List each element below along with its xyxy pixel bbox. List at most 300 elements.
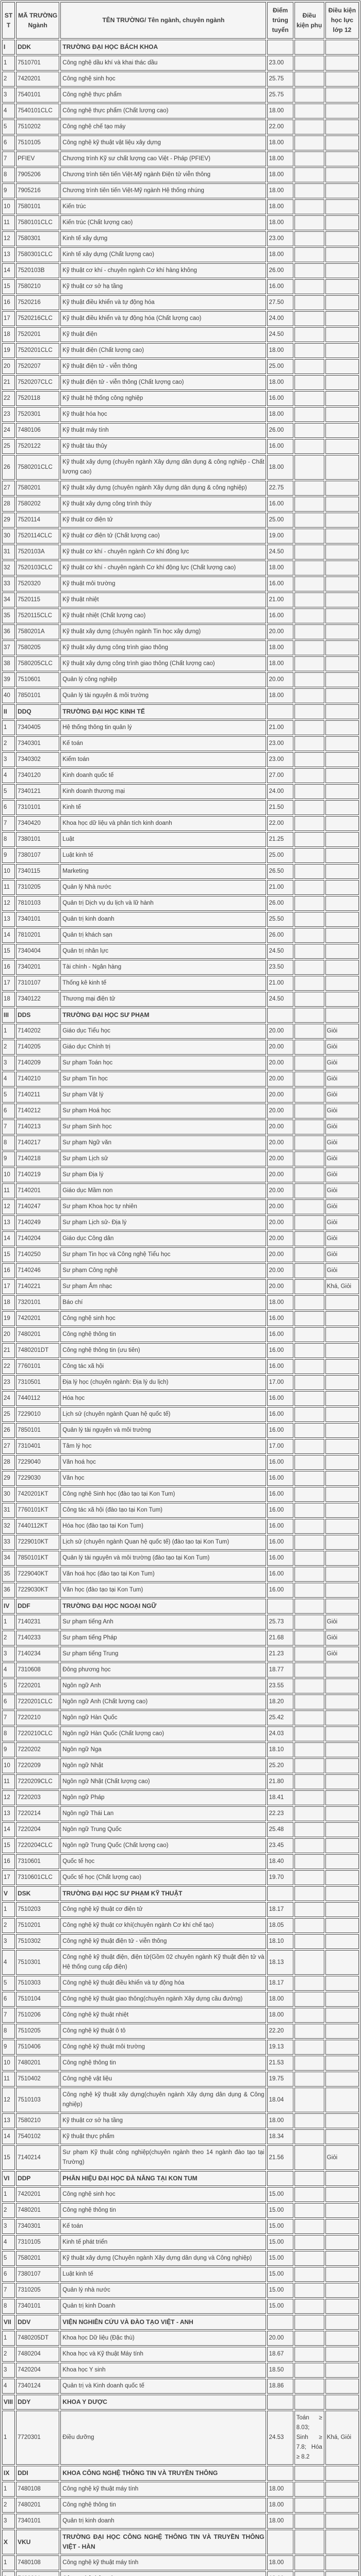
row-major-code: 7520201CLC (16, 343, 59, 358)
row-major-name: Công nghệ sinh học (60, 2187, 266, 2202)
row-major-name: Quản trị kinh doanh (60, 2514, 266, 2529)
row-score: 16.00 (267, 391, 293, 406)
row-major-name: Kinh doanh thương mại (60, 784, 266, 799)
row-major-code (16, 2571, 59, 2576)
row-extra-condition (294, 2363, 324, 2378)
row-major-name: Giáo dục Mầm non (60, 1183, 266, 1198)
row-stt: 2 (2, 1040, 15, 1055)
table-row (2, 343, 359, 358)
row-score: 25.75 (267, 88, 293, 103)
row-major-code: 7310205 (16, 880, 59, 895)
row-extra-condition (294, 1631, 324, 1646)
row-extra-condition (294, 151, 324, 166)
row-score: 18.00 (267, 2555, 293, 2570)
row-major-name: Kỹ thuật thực phẩm (60, 2129, 266, 2144)
table-row (2, 56, 359, 71)
row-score: 25.20 (267, 1758, 293, 1773)
row-stt: 9 (2, 183, 15, 198)
row-score: 15.00 (267, 2219, 293, 2234)
row-major-name: Kinh tế xây dựng (60, 231, 266, 246)
row-stt: 18 (2, 1295, 15, 1310)
row-gpa-condition: Giỏi (325, 1151, 359, 1166)
row-major-name: Kinh tế phát triển (60, 2235, 266, 2250)
table-row (2, 72, 359, 87)
row-stt: 3 (2, 1647, 15, 1662)
row-major-code: 7340121 (16, 784, 59, 799)
row-gpa-condition (325, 1774, 359, 1789)
row-major-name: Kỹ thuật tàu thủy (60, 439, 266, 454)
row-major-code: 7510302 (16, 1934, 59, 1949)
row-stt: 12 (2, 1199, 15, 1214)
table-row (2, 896, 359, 911)
row-score: 19.75 (267, 2072, 293, 2087)
row-extra-condition (294, 455, 324, 480)
row-major-code: 7220210 (16, 1710, 59, 1725)
section-extra-condition (294, 1886, 324, 1901)
section-gpa-condition (325, 2395, 359, 2410)
row-extra-condition (294, 215, 324, 230)
col-header-code: MÃ TRƯỜNG Ngành (16, 2, 59, 39)
row-major-name: Kinh tế xây dựng (Chất lượng cao) (60, 247, 266, 262)
row-gpa-condition (325, 1551, 359, 1566)
row-major-code: 7229030KT (16, 1583, 59, 1598)
row-score: 16.00 (267, 608, 293, 623)
row-extra-condition (294, 976, 324, 991)
section-gpa-condition (325, 704, 359, 719)
row-gpa-condition (325, 439, 359, 454)
row-major-name: Kỹ thuật nhiệt (Chất lượng cao) (60, 608, 266, 623)
row-stt: 5 (2, 120, 15, 134)
row-stt: 1 (2, 1902, 15, 1917)
table-row (2, 1120, 359, 1134)
table-row (2, 455, 359, 480)
table-row (2, 1024, 359, 1039)
row-score: 18.00 (267, 151, 293, 166)
row-stt: 2 (2, 736, 15, 751)
row-stt: 1 (2, 2482, 15, 2497)
row-gpa-condition (325, 72, 359, 87)
row-extra-condition (294, 656, 324, 671)
table-body (2, 40, 359, 2576)
row-extra-condition (294, 1120, 324, 1134)
row-gpa-condition (325, 608, 359, 623)
row-stt: 2 (2, 2347, 15, 2362)
row-extra-condition (294, 1551, 324, 1566)
table-row (2, 199, 359, 214)
table-row (2, 279, 359, 294)
row-major-code: 7520216CLC (16, 311, 59, 326)
row-extra-condition (294, 327, 324, 342)
row-major-code: 7140210 (16, 1072, 59, 1087)
row-major-name: Công nghệ thực phẩm (60, 88, 266, 103)
row-stt: 4 (2, 1072, 15, 1087)
table-row (2, 1487, 359, 1502)
row-gpa-condition (325, 2088, 359, 2112)
row-stt: 27 (2, 481, 15, 496)
row-extra-condition (294, 2072, 324, 2087)
col-header-gpa-condition: Điều kiện học lực lớp 12 (325, 2, 359, 39)
row-major-name: Ngôn ngữ Anh (60, 1679, 266, 1693)
row-stt: 35 (2, 1567, 15, 1582)
table-row (2, 545, 359, 560)
row-major-name: Ngôn ngữ Nhật (60, 1758, 266, 1773)
row-stt: 15 (2, 2145, 15, 2170)
table-row (2, 497, 359, 512)
row-major-code: 7760101KT (16, 1503, 59, 1518)
row-score: 21.00 (267, 720, 293, 735)
row-extra-condition (294, 1167, 324, 1182)
row-major-code: 7140231 (16, 1615, 59, 1630)
row-score: 25.50 (267, 912, 293, 927)
row-score: 24.50 (267, 545, 293, 560)
section-name: TRƯỜNG ĐẠI HỌC SƯ PHẠM KỸ THUẬT (60, 1886, 266, 1901)
row-gpa-condition: Giỏi (325, 1263, 359, 1278)
row-major-code: 7520115 (16, 592, 59, 607)
row-score: 18.00 (267, 2482, 293, 2497)
row-extra-condition (294, 391, 324, 406)
row-major-name: Kỹ thuật điều khiển và tự động hóa (Chất lượng cao) (60, 311, 266, 326)
row-major-name: Kỹ thuật xây dựng (chuyên ngành Tin học xây dựng) (60, 624, 266, 639)
row-extra-condition (294, 2299, 324, 2314)
row-major-name: Hệ thống thông tin quản lý (60, 720, 266, 735)
section-code: DDS (16, 1008, 59, 1023)
row-score: 20.00 (267, 2331, 293, 2346)
table-row (2, 1567, 359, 1582)
row-extra-condition (294, 2008, 324, 2023)
table-row (2, 624, 359, 639)
row-gpa-condition (325, 199, 359, 214)
row-major-code: 7480108 (16, 2482, 59, 2497)
row-score: 25.00 (267, 848, 293, 863)
section-code: DDK (16, 40, 59, 55)
row-major-code: 7520114 (16, 513, 59, 528)
row-extra-condition (294, 1583, 324, 1598)
row-gpa-condition (325, 1519, 359, 1534)
row-score: 25.48 (267, 1822, 293, 1837)
row-stt: 22 (2, 1359, 15, 1374)
row-major-code: 7520103CLC (16, 561, 59, 575)
row-extra-condition (294, 848, 324, 863)
row-major-name: Tâm lý học (60, 1439, 266, 1454)
row-extra-condition (294, 592, 324, 607)
row-extra-condition (294, 1870, 324, 1885)
row-major-code: 7520103A (16, 545, 59, 560)
row-score: 18.00 (267, 2514, 293, 2529)
table-row (2, 1072, 359, 1087)
row-score: 18.41 (267, 1790, 293, 1805)
row-stt: 4 (2, 768, 15, 783)
table-row (2, 1391, 359, 1406)
table-row (2, 1694, 359, 1709)
row-major-name: Sư phạm Sinh học (60, 1120, 266, 1134)
section-number: VII (2, 2315, 15, 2330)
row-major-name: Công nghệ sinh học (60, 1311, 266, 1326)
row-gpa-condition (325, 1694, 359, 1709)
row-stt: 15 (2, 279, 15, 294)
table-row (2, 2235, 359, 2250)
row-major-code: 7340201 (16, 960, 59, 975)
section-number: III (2, 1008, 15, 1023)
row-gpa-condition (325, 720, 359, 735)
row-score: 18.13 (267, 1950, 293, 1975)
row-score: 16.00 (267, 1343, 293, 1358)
row-gpa-condition (325, 2235, 359, 2250)
row-stt: 25 (2, 1407, 15, 1422)
row-stt: 1 (2, 720, 15, 735)
row-gpa-condition (325, 247, 359, 262)
row-major-code: 7520118 (16, 391, 59, 406)
row-score: 20.00 (267, 1024, 293, 1039)
row-major-name: Ngôn ngữ Trung Quốc (Chất lượng cao) (60, 1838, 266, 1853)
row-stt: 31 (2, 1503, 15, 1518)
row-gpa-condition (325, 992, 359, 1007)
row-stt: 5 (2, 1088, 15, 1103)
table-row (2, 2498, 359, 2513)
row-major-code: 7510202 (16, 120, 59, 134)
section-name: TRƯỜNG ĐẠI HỌC NGOẠI NGỮ (60, 1599, 266, 1614)
table-row (2, 1583, 359, 1598)
row-stt: 31 (2, 545, 15, 560)
row-major-name: Công nghệ Sinh học (đào tạo tại Kon Tum) (60, 1487, 266, 1502)
table-row (2, 912, 359, 927)
row-major-code: 7340405 (16, 720, 59, 735)
table-row (2, 1679, 359, 1693)
row-score: 16.00 (267, 1567, 293, 1582)
table-row (2, 1040, 359, 1055)
row-major-name: Kinh tế (60, 800, 266, 815)
row-major-code: 7540102 (16, 2129, 59, 2144)
row-major-code: 7140211 (16, 1088, 59, 1103)
row-extra-condition (294, 545, 324, 560)
row-gpa-condition (325, 1487, 359, 1502)
row-stt: 5 (2, 784, 15, 799)
row-major-code: 7760101 (16, 1359, 59, 1374)
row-score: 16.00 (267, 1471, 293, 1486)
section-score (267, 704, 293, 719)
section-gpa-condition (325, 2315, 359, 2330)
row-major-code: 7310608 (16, 1663, 59, 1677)
row-major-name: Công tác xã hội (đào tạo tại Kon Tum) (60, 1503, 266, 1518)
row-extra-condition (294, 1088, 324, 1103)
row-major-code: 7580201 (16, 481, 59, 496)
section-score (267, 2530, 293, 2554)
section-extra-condition (294, 1008, 324, 1023)
row-major-code: 7310601 (16, 1854, 59, 1869)
row-extra-condition (294, 481, 324, 496)
row-stt: 4 (2, 104, 15, 118)
row-major-name: Kỹ thuật xây dựng (Chuyên ngành Xây dựng dân dụng và Công nghiệp) (60, 2251, 266, 2266)
row-major-name: Giáo dục Công dân (60, 1231, 266, 1246)
row-major-name: Công tác xã hội (60, 1359, 266, 1374)
row-stt: 24 (2, 423, 15, 438)
row-gpa-condition (325, 56, 359, 71)
row-major-name: Sư phạm Âm nhạc (60, 1279, 266, 1294)
row-score: 20.00 (267, 1199, 293, 1214)
row-major-name: Khoa học và Kỹ thuật Máy tính (60, 2347, 266, 2362)
row-extra-condition (294, 1215, 324, 1230)
row-major-name: Kỹ thuật xây dựng công trình giao thông (Chất lượng cao) (60, 656, 266, 671)
row-score: 21.80 (267, 1774, 293, 1789)
table-row (2, 439, 359, 454)
row-score: 23.50 (267, 960, 293, 975)
table-row (2, 1455, 359, 1470)
row-major-code: 7310601CLC (16, 1870, 59, 1885)
row-score: 15.00 (267, 2235, 293, 2250)
section-score (267, 1008, 293, 1023)
row-score: 18.86 (267, 2379, 293, 2394)
table-row (2, 848, 359, 863)
row-extra-condition (294, 736, 324, 751)
row-major-code: 7580205 (16, 640, 59, 655)
row-score: 16.00 (267, 577, 293, 591)
row-extra-condition (294, 375, 324, 390)
row-stt: 14 (2, 928, 15, 943)
row-score: 22.00 (267, 816, 293, 831)
row-extra-condition (294, 2235, 324, 2250)
row-gpa-condition (325, 912, 359, 927)
row-gpa-condition (325, 183, 359, 198)
table-row (2, 135, 359, 150)
row-score: 15.00 (267, 2187, 293, 2202)
row-stt: 39 (2, 672, 15, 687)
row-major-code: 7510406 (16, 2040, 59, 2055)
row-score: 18.00 (267, 167, 293, 182)
row-major-code: 7540101CLC (16, 104, 59, 118)
row-score: 16.00 (267, 1311, 293, 1326)
row-gpa-condition (325, 311, 359, 326)
row-stt: 9 (2, 1742, 15, 1757)
table-row (2, 1279, 359, 1294)
section-extra-condition (294, 704, 324, 719)
section-header-row (2, 2395, 359, 2410)
row-score: 18.00 (267, 135, 293, 150)
row-major-code: 7580101CLC (16, 215, 59, 230)
row-extra-condition (294, 247, 324, 262)
row-major-code: 7905206 (16, 167, 59, 182)
row-major-code: 7580301 (16, 231, 59, 246)
section-name: PHÂN HIỆU ĐẠI HỌC ĐÀ NẴNG TẠI KON TUM (60, 2171, 266, 2186)
row-extra-condition (294, 1471, 324, 1486)
row-score: 18.00 (267, 407, 293, 422)
row-major-name: Công nghệ kỹ thuật máy tính (60, 2482, 266, 2497)
row-major-name: Sư phạm tiếng Anh (60, 1615, 266, 1630)
section-name: TRƯỜNG ĐẠI HỌC SƯ PHẠM (60, 1008, 266, 1023)
row-stt: 2 (2, 2498, 15, 2513)
row-extra-condition (294, 2219, 324, 2234)
row-score: 23.00 (267, 736, 293, 751)
row-extra-condition: Toán ≥ 8.03; Sinh ≥ 7.8; Hóa ≥ 8.2 (294, 2411, 324, 2465)
row-major-code: 7140204 (16, 1231, 59, 1246)
row-stt: 3 (2, 1056, 15, 1071)
row-score: 18.17 (267, 1976, 293, 1991)
row-stt: 14 (2, 1231, 15, 1246)
section-header-row (2, 1599, 359, 1614)
table-row (2, 2219, 359, 2234)
row-stt: 16 (2, 960, 15, 975)
row-major-name: Chương trình tiên tiến Việt-Mỹ ngành Hệ thống nhúng (60, 183, 266, 198)
row-gpa-condition (325, 2347, 359, 2362)
row-stt: 12 (2, 1790, 15, 1805)
row-gpa-condition (325, 1976, 359, 1991)
row-extra-condition (294, 1024, 324, 1039)
row-stt: 15 (2, 1838, 15, 1853)
row-extra-condition (294, 1822, 324, 1837)
row-major-name: Công nghệ vật liệu (60, 2072, 266, 2087)
row-major-name: Kỹ thuật xây dựng công trình giao thông (60, 640, 266, 655)
table-row (2, 928, 359, 943)
row-major-code: 7140202 (16, 1024, 59, 1039)
row-gpa-condition (325, 1854, 359, 1869)
table-row (2, 800, 359, 815)
row-major-code: 7310107 (16, 976, 59, 991)
row-extra-condition (294, 2514, 324, 2529)
row-stt: 25 (2, 439, 15, 454)
table-row (2, 1551, 359, 1566)
row-gpa-condition (325, 577, 359, 591)
section-score (267, 2315, 293, 2330)
row-major-name: Kỹ thuật hóa học (60, 407, 266, 422)
row-gpa-condition (325, 2187, 359, 2202)
row-stt: 18 (2, 327, 15, 342)
table-row (2, 1104, 359, 1118)
row-gpa-condition (325, 752, 359, 767)
table-row (2, 1950, 359, 1975)
table-row (2, 1838, 359, 1853)
row-extra-condition (294, 1663, 324, 1677)
row-stt: 5 (2, 1679, 15, 1693)
row-stt: 3 (2, 752, 15, 767)
row-gpa-condition (325, 1439, 359, 1454)
row-major-name: Kiến trúc (Chất lượng cao) (60, 215, 266, 230)
section-score (267, 1599, 293, 1614)
row-major-name: Công nghệ dầu khí và khai thác dầu (60, 56, 266, 71)
row-major-name: Sư phạm Lịch sử (60, 1151, 266, 1166)
row-stt: 1 (2, 2411, 15, 2465)
row-stt: 6 (2, 1992, 15, 2007)
section-code: VKU (16, 2530, 59, 2554)
row-major-code: 7320101 (16, 1295, 59, 1310)
row-gpa-condition (325, 880, 359, 895)
row-gpa-condition (325, 784, 359, 799)
row-gpa-condition (325, 2008, 359, 2023)
row-stt: 7 (2, 816, 15, 831)
row-major-code: 7140212 (16, 1104, 59, 1118)
row-gpa-condition (325, 529, 359, 544)
row-extra-condition (294, 752, 324, 767)
row-stt: 14 (2, 1822, 15, 1837)
row-extra-condition (294, 880, 324, 895)
row-major-code: 7520115CLC (16, 608, 59, 623)
row-major-code: 7480201 (16, 2056, 59, 2071)
table-row (2, 656, 359, 671)
row-stt: 2 (2, 1918, 15, 1933)
row-extra-condition (294, 2571, 324, 2576)
row-major-code: 7580210 (16, 2113, 59, 2128)
row-extra-condition (294, 768, 324, 783)
row-gpa-condition (325, 1902, 359, 1917)
table-row (2, 327, 359, 342)
row-gpa-condition (325, 2283, 359, 2298)
row-major-code: 7850101KT (16, 1551, 59, 1566)
row-stt: 40 (2, 688, 15, 703)
row-gpa-condition (325, 2299, 359, 2314)
row-extra-condition (294, 199, 324, 214)
col-header-extra-condition: Điều kiện phụ (294, 2, 324, 39)
row-major-name: Sư phạm tiếng Trung (60, 1647, 266, 1662)
row-score: 24.00 (267, 311, 293, 326)
section-code: DDI (16, 2466, 59, 2481)
table-row (2, 784, 359, 799)
